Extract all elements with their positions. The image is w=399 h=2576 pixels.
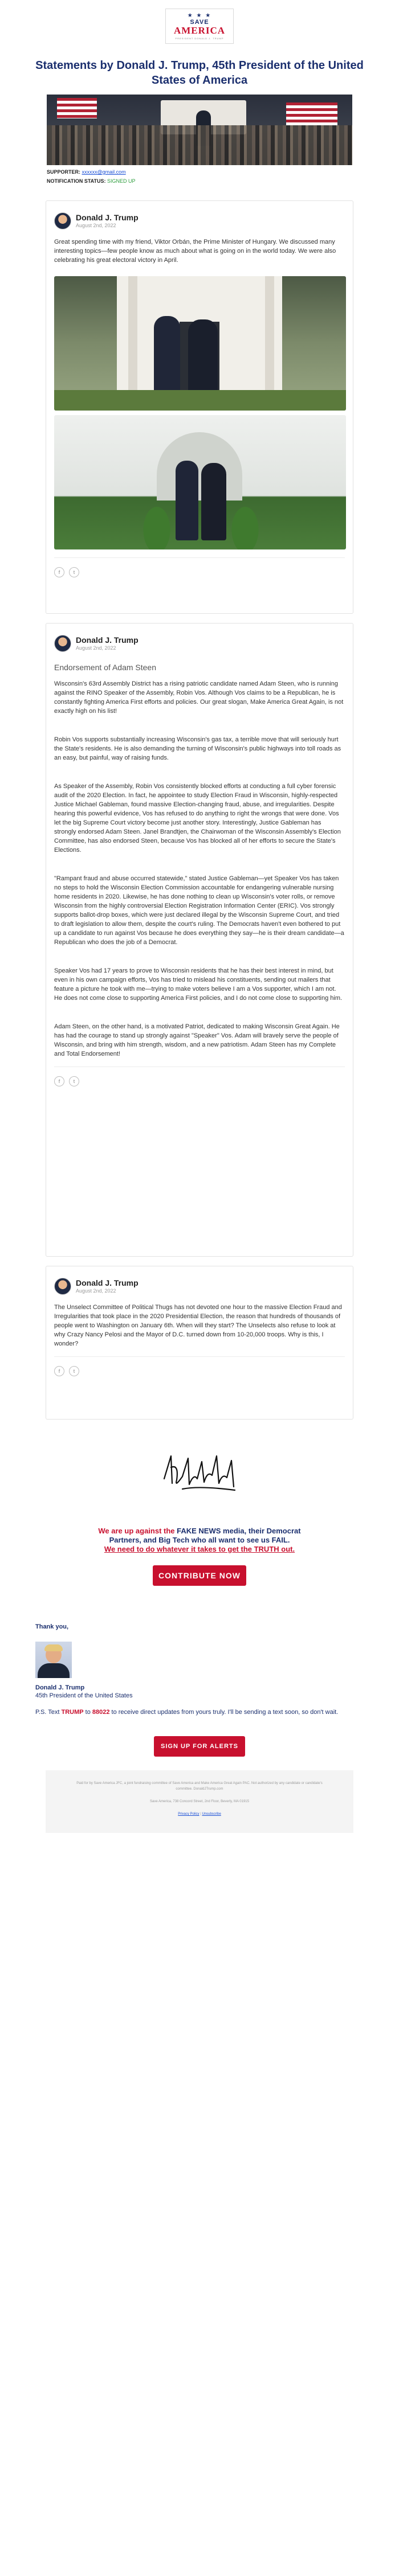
photo-person-right <box>201 463 226 540</box>
author-name: Donald J. Trump <box>76 635 139 645</box>
alert-line-1-rest: media, their Democrat <box>221 1527 301 1535</box>
logo-stars: ★ ★ ★ <box>187 13 212 19</box>
card-divider <box>54 557 345 558</box>
footer-links: Privacy Policy | Unsubscribe <box>178 1812 221 1816</box>
post-paragraph: Great spending time with my friend, Viktor Orbán, the Prime Minister of Hungary. We discussed many interesting topics—few people know as much about what is going on in the world today. We were also celebrating his great electoral victory in April. <box>54 239 336 264</box>
signer-title: 45th President of the United States <box>35 1692 133 1699</box>
flag-left <box>57 98 97 118</box>
supporter-label: SUPPORTER: <box>47 169 81 175</box>
facebook-share-icon[interactable]: f <box>54 567 64 577</box>
flag-right <box>286 102 337 125</box>
page-title: Statements by Donald J. Trump, 45th President of the United States of America <box>35 59 364 87</box>
signature-graphic <box>160 1439 239 1502</box>
facebook-share-icon[interactable]: f <box>54 1076 64 1086</box>
alert-line-1-red: We are up against the <box>98 1527 177 1535</box>
post-body <box>54 1303 345 1348</box>
post-card <box>46 200 353 614</box>
ps-prefix: P.S. Text <box>35 1709 62 1716</box>
supporter-line <box>47 167 352 177</box>
ps-keyword: TRUMP <box>61 1709 84 1716</box>
share-row <box>54 1076 345 1086</box>
hero-rally-image <box>47 95 352 165</box>
photo-column <box>128 276 137 390</box>
alert-fake-news: FAKE NEWS <box>177 1527 221 1535</box>
post-card <box>46 1266 353 1420</box>
post-card <box>46 623 353 1257</box>
thanks-text: Thank you, <box>35 1623 69 1630</box>
share-row <box>54 1366 345 1376</box>
closing-block <box>28 1623 370 1717</box>
contribute-now-button[interactable]: CONTRIBUTE NOW <box>153 1565 246 1586</box>
photo-grass <box>54 390 346 411</box>
notification-label: NOTIFICATION STATUS: <box>47 178 106 184</box>
post-photo-standing <box>54 415 346 549</box>
alert-line-3[interactable]: We need to do whatever it takes to get the TRUTH out. <box>104 1545 295 1553</box>
post-author <box>54 211 345 231</box>
notification-value: SIGNED UP <box>107 178 136 184</box>
footer <box>46 1770 353 1833</box>
signer-name: Donald J. Trump <box>35 1684 85 1691</box>
logo-america-text: AMERICA <box>173 25 226 36</box>
photo-plant <box>228 501 262 549</box>
twitter-share-icon[interactable]: t <box>69 1366 79 1376</box>
supporter-email-link[interactable]: xxxxxx@gmail.com <box>82 169 126 175</box>
post-paragraph: "Rampant fraud and abuse occurred statewide," stated Justice Gableman—yet Speaker Vos has taken no steps to hold the Wisconsin Election Commission accountable for endangering vulnerable nursing home residents in 2020. Likewise, he has done nothing to clean up Wisconsin's voter rolls, or remove Wisconsin from the highly controversial Election Registration Information Center (ERIC). Vos strongly supports ballot-drop boxes, which were just declared illegal by the Wisconsin Supreme Court, and tried to draft legislation to allow them, despite the court's ruling. The Democrats haven't even bothered to put up a candidate to run against Vos because he does everything they say—he is their dream candidate—a Republican who does the job of a Democrat. <box>54 875 344 946</box>
unsubscribe-link[interactable]: Unsubscribe <box>202 1812 221 1816</box>
post-paragraph: As Speaker of the Assembly, Robin Vos consistently blocked efforts at conducting a full cyber forensic audit of the 2020 Election. In fact, he appointee to study Election Fraud in Wisconsin, highly-respected Justice Michael Gableman, found massive Election-changing fraud, abuse, and irregularities. Despite hearing this powerful evidence, Vos has refused to do anything to right the wrongs that were done. Vos let the big Supreme Court victory become just another story. Interestingly, Justice Gableman has strongly endorsed Adam Steen. Janel Brandtjen, the Chairwoman of the Wisconsin Assembly's Election Committee, has also endorsed Steen, because Vos has blocked all of her efforts to secure the State's Elections. <box>54 783 341 854</box>
footer-address: Save America, 738 Concord Street, 2nd Floor, Beverly, MA 01915 <box>150 1800 249 1803</box>
post-date: August 2nd, 2022 <box>76 1288 116 1294</box>
post-date: August 2nd, 2022 <box>76 223 116 228</box>
postscript <box>35 1708 370 1717</box>
save-america-logo[interactable] <box>165 9 234 44</box>
logo-bar <box>28 0 370 52</box>
post-paragraph: Speaker Vos had 17 years to prove to Wisconsin residents that he has their best interest in mind, but even in his own campaign efforts, Vos has tried to mislead his constituents, sending out mailers that feature a picture he took with me—trying to make voters believe I am a Vos supporter, which I am not. He does not come close to supporting America First policies, and I do not come close to supporting him. <box>54 967 343 1002</box>
author-avatar <box>54 1278 71 1295</box>
author-name: Donald J. Trump <box>76 213 139 222</box>
author-name: Donald J. Trump <box>76 1278 139 1287</box>
logo-tagline: PRESIDENT DONALD J. TRUMP <box>175 37 224 40</box>
alert-line-1 <box>28 1527 370 1536</box>
author-avatar <box>54 635 71 652</box>
ps-suffix: to receive direct updates from yours truly. I'll be sending a text soon, so don't wait. <box>109 1709 339 1716</box>
privacy-policy-link[interactable]: Privacy Policy <box>178 1812 199 1816</box>
post-paragraph: The Unselect Committee of Political Thugs has not devoted one hour to the massive Election Fraud and Irregularities that took place in the 2020 Presidential Election, the reason that hundreds of thousands of people went to Washington on January 6th. When will they start? The Unselects also refuse to look at why Crazy Nancy Pelosi and the Mayor of D.C. turned down from 10-20,000 troops. Why is this, I wonder? <box>54 1304 342 1347</box>
alert-line-2: Partners, and Big Tech who all want to see us FAIL. <box>109 1536 290 1544</box>
notification-line <box>47 177 352 186</box>
author-avatar <box>54 212 71 229</box>
email-container <box>28 0 370 1833</box>
post-date: August 2nd, 2022 <box>76 645 116 651</box>
photo-plant <box>140 501 174 549</box>
portrait-suit <box>38 1663 70 1678</box>
alert-message <box>28 1527 370 1554</box>
post-body <box>54 237 345 265</box>
post-photo-handshake <box>54 276 346 411</box>
logo-save-text: SAVE <box>190 19 209 26</box>
handwritten-signature <box>28 1439 370 1502</box>
twitter-share-icon[interactable]: t <box>69 567 79 577</box>
supporter-status <box>47 167 352 186</box>
ps-number: 88022 <box>92 1709 110 1716</box>
facebook-share-icon[interactable]: f <box>54 1366 64 1376</box>
post-author <box>54 1277 345 1296</box>
trump-portrait <box>35 1642 72 1678</box>
share-row <box>54 567 345 577</box>
post-body <box>54 679 345 1059</box>
photo-column <box>265 276 274 390</box>
photo-arch <box>157 432 242 501</box>
crowd <box>47 125 352 165</box>
post-heading: Endorsement of Adam Steen <box>54 663 156 672</box>
photo-person-left <box>154 316 180 401</box>
post-paragraph: Robin Vos supports substantially increasing Wisconsin's gas tax, a terrible move that will seriously hurt the State's residents. He is also demanding the turning of Wisconsin's public highways into toll roads as an easy, but painful, way of raising funds. <box>54 736 341 761</box>
portrait-hair <box>44 1644 63 1651</box>
photo-person-left <box>176 461 198 540</box>
footer-paid-for: Paid for by Save America JFC, a joint fundraising committee of Save America and Make America Great Again PAC. Not authorized by any candidate or candidate's committee. DonaldJTrump.com <box>76 1782 323 1791</box>
card-divider <box>54 1356 345 1357</box>
twitter-share-icon[interactable]: t <box>69 1076 79 1086</box>
post-author <box>54 634 345 653</box>
ps-mid: to <box>83 1709 92 1716</box>
post-paragraph: Adam Steen, on the other hand, is a motivated Patriot, dedicated to making Wisconsin Great Again. He has had the courage to stand up strongly against "Speaker" Vos. Adam will bravely serve the people of Wisconsin, and bring with him strength, wisdom, and a new patriotism. Adam Steen has my Complete and Total Endorsement! <box>54 1023 340 1057</box>
post-paragraph: Wisconsin's 63rd Assembly District has a rising patriotic candidate named Adam Steen, who is running against the RINO Speaker of the Assembly, Robin Vos. Although Vos claims to be a Republican, he is constantly fighting America First efforts and policies. Our great slogan, Make America Great Again, is not exactly high on his list! <box>54 680 344 715</box>
sign-up-alerts-button[interactable]: SIGN UP FOR ALERTS <box>154 1736 245 1757</box>
